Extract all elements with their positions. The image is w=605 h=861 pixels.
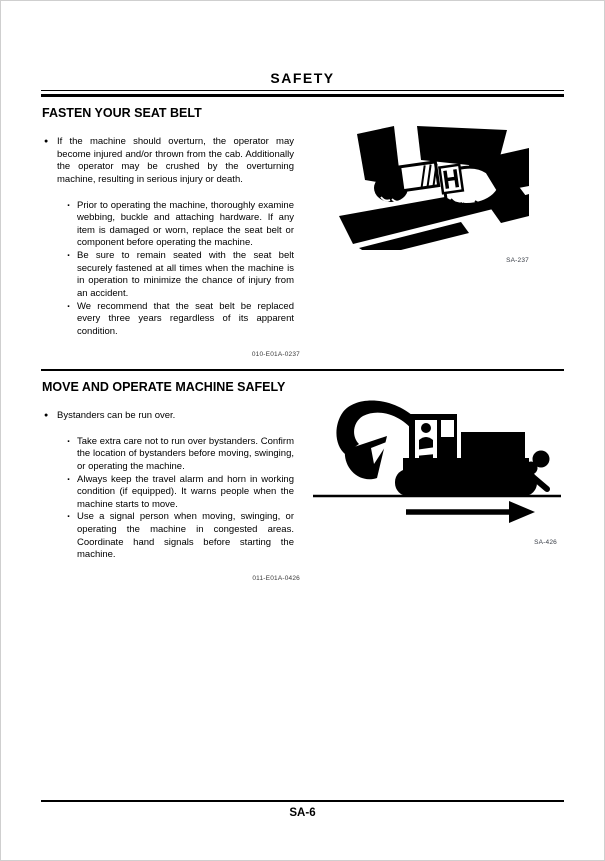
reference-code: 010-E01A-0237: [251, 351, 300, 359]
seat-belt-illustration-icon: [339, 120, 529, 250]
reference-code: 011-E01A-0426: [252, 574, 300, 582]
figure-label: SA-237: [506, 257, 529, 264]
main-bullet-item: [44, 410, 294, 423]
sub-bullet-icon: ·: [67, 300, 71, 313]
section-title: FASTEN YOUR SEAT BELT: [42, 106, 202, 120]
header-divider: [41, 90, 564, 97]
page-header-title: SAFETY: [270, 70, 335, 86]
section-fasten-seat-belt: [41, 106, 564, 360]
sub-bullet-text: Use a signal person when moving, swinging, or operating the machine in congested areas. Coordinate hand signals before starting the machine.: [77, 511, 294, 561]
section-text-column: [44, 136, 300, 360]
sub-bullet-list: [44, 200, 294, 339]
section-title: MOVE AND OPERATE MACHINE SAFELY: [42, 380, 286, 395]
main-bullet-text: Bystanders can be run over.: [57, 410, 176, 422]
sub-bullet-icon: ·: [67, 199, 71, 212]
bullet-icon: ●: [44, 138, 49, 145]
section-text-column: [44, 410, 300, 584]
sub-bullet-item: [67, 250, 294, 301]
sub-bullet-text: Be sure to remain seated with the seat belt securely fastened at all times when the machine is in operation to minimize the chance of injury from an accident.: [77, 250, 294, 299]
footer-page-number: SA-6: [289, 807, 316, 819]
sub-bullet-icon: ·: [67, 250, 71, 262]
sub-bullet-list: [44, 436, 294, 562]
figure-seat-belt: [339, 120, 529, 264]
figure-label: SA-426: [534, 539, 557, 547]
sub-bullet-item: [67, 436, 294, 474]
sub-bullet-icon: ·: [67, 511, 71, 524]
sub-bullet-text: Always keep the travel alarm and horn in working condition (if equipped). It warns people when the machine starts to move.: [77, 473, 294, 510]
sub-bullet-icon: ·: [67, 473, 71, 486]
page-content: [41, 106, 564, 584]
sub-bullet-item: [67, 301, 294, 339]
footer-divider: [41, 800, 564, 802]
bullet-icon: ●: [44, 412, 49, 420]
sub-bullet-text: Take extra care not to run over bystanders. Confirm the location of bystanders before moving, swinging, or operating the machine.: [77, 435, 294, 472]
section-move-operate-safely: [41, 380, 564, 584]
sub-bullet-item: [67, 474, 294, 512]
sub-bullet-item: [67, 511, 294, 562]
main-bullet-item: [44, 136, 294, 187]
sub-bullet-icon: ·: [67, 435, 71, 448]
excavator-illustration-icon: [311, 392, 563, 527]
figure-excavator: [311, 392, 563, 546]
section-divider: [41, 369, 564, 371]
main-bullet-text: If the machine should overturn, the operator may become injured and/or thrown from the cab. Additionally the operator may be crushed by the overturning machine, resulting in serious injury or death.: [57, 136, 294, 185]
sub-bullet-item: [67, 200, 294, 251]
sub-bullet-text: Prior to operating the machine, thoroughly examine webbing, buckle and attaching hardware. If any item is damaged or worn, replace the seat belt or component before operating the machine.: [77, 199, 294, 249]
sub-bullet-text: We recommend that the seat belt be replaced every three years regardless of its apparent condition.: [77, 300, 294, 337]
